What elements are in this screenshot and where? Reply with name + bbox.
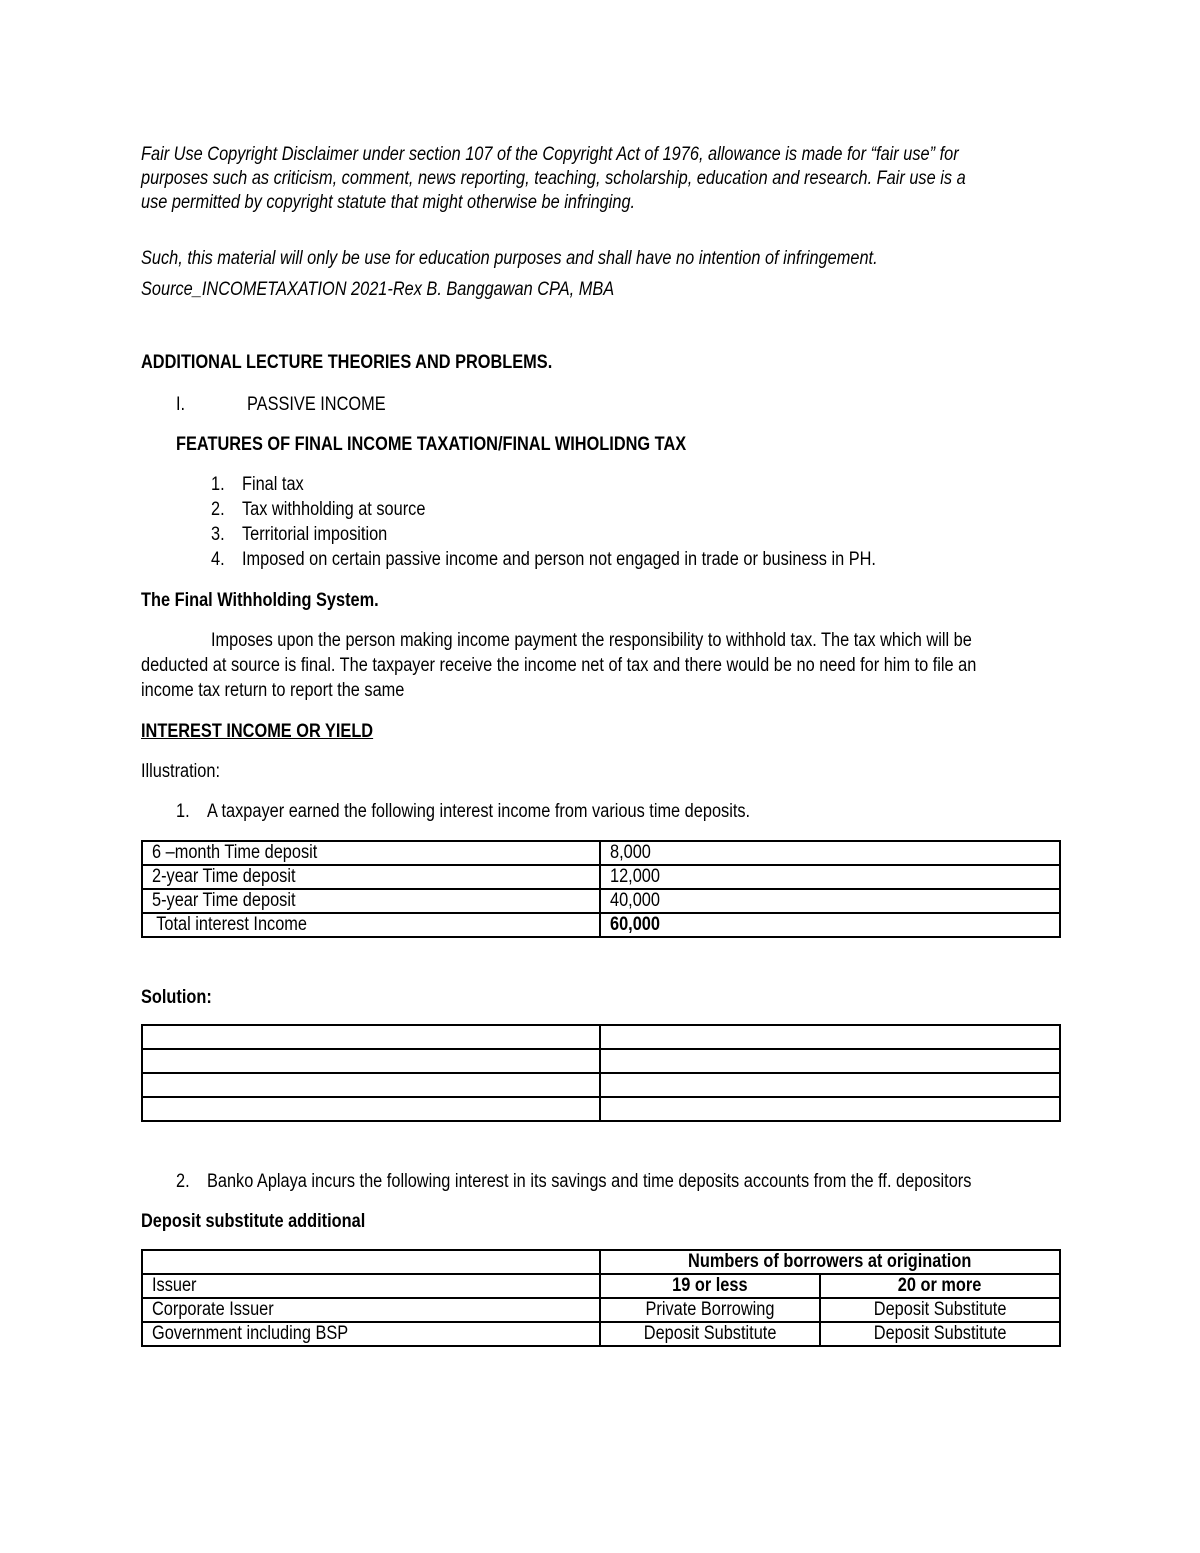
table-header-row — [142, 1250, 1060, 1274]
list-text: A taxpayer earned the following interest income from various time deposits. — [206, 801, 751, 822]
table-cell: 12,000 — [600, 865, 1060, 889]
list-text: Final tax — [241, 474, 304, 495]
table-header-row — [142, 1274, 1060, 1298]
paragraph-line: income tax return to report the same — [141, 680, 405, 701]
section-title: PASSIVE INCOME — [247, 394, 386, 415]
column-header: 20 or more — [820, 1274, 1060, 1298]
table-cell: Total interest Income — [142, 913, 600, 937]
table-cell: Deposit Substitute — [600, 1322, 820, 1346]
table-cell: Deposit Substitute — [820, 1322, 1060, 1346]
list-number: 4. — [211, 549, 225, 570]
table-cell: 6 –month Time deposit — [142, 841, 600, 865]
table-cell: 5-year Time deposit — [142, 889, 600, 913]
list-text: Banko Aplaya incurs the following interest in its savings and time deposits accounts from the ff. depositors — [206, 1171, 972, 1192]
table-cell: Private Borrowing — [600, 1298, 820, 1322]
disclaimer-line: Fair Use Copyright Disclaimer under section 107 of the Copyright Act of 1976, allowance is made for “fair use” for — [141, 144, 959, 165]
table-cell — [600, 1049, 1060, 1073]
table-cell — [600, 1073, 1060, 1097]
table-cell-total: 60,000 — [600, 913, 1060, 937]
list-number: 1. — [211, 474, 225, 495]
table-cell: 8,000 — [600, 841, 1060, 865]
table-cell — [600, 1025, 1060, 1049]
table-cell: 2-year Time deposit — [142, 865, 600, 889]
list-number: 1. — [176, 801, 190, 822]
deposit-heading: Deposit substitute additional — [141, 1211, 366, 1232]
list-item — [176, 801, 750, 823]
disclaimer-line: purposes such as criticism, comment, news reporting, teaching, scholarship, education and research. Fair use is a — [141, 168, 966, 189]
table-row — [142, 1025, 1060, 1049]
list-item — [211, 549, 876, 571]
table-cell — [142, 1097, 600, 1121]
table-cell: Corporate Issuer — [142, 1298, 600, 1322]
disclaimer-line: use permitted by copyright statute that might otherwise be infringing. — [141, 192, 636, 213]
column-header: 19 or less — [600, 1274, 820, 1298]
list-item — [211, 499, 425, 521]
table-cell — [142, 1049, 600, 1073]
table-row — [142, 1049, 1060, 1073]
main-heading: ADDITIONAL LECTURE THEORIES AND PROBLEMS. — [141, 352, 553, 373]
table-row-total — [142, 913, 1060, 937]
table-cell — [142, 1025, 600, 1049]
source-citation: Source_INCOMETAXATION 2021-Rex B. Banggawan CPA, MBA — [141, 279, 615, 300]
table-row — [142, 1298, 1060, 1322]
list-number: 3. — [211, 524, 225, 545]
table-cell: Government including BSP — [142, 1322, 600, 1346]
solution-label: Solution: — [141, 987, 212, 1008]
list-number: 2. — [211, 499, 225, 520]
table-cell — [600, 1097, 1060, 1121]
list-item — [176, 1171, 971, 1193]
column-header: Issuer — [142, 1274, 600, 1298]
table-cell — [142, 1250, 600, 1274]
list-text: Tax withholding at source — [241, 499, 426, 520]
table-row — [142, 865, 1060, 889]
paragraph-line: deducted at source is final. The taxpayer receive the income net of tax and there would be no need for him to file an — [141, 655, 977, 676]
list-text: Imposed on certain passive income and person not engaged in trade or business in PH. — [241, 549, 876, 570]
list-number: 2. — [176, 1171, 190, 1192]
disclaimer-statement: Such, this material will only be use for education purposes and shall have no intention of infringement. — [141, 248, 878, 269]
interest-table — [141, 840, 1061, 938]
features-heading: FEATURES OF FINAL INCOME TAXATION/FINAL WIHOLIDNG TAX — [176, 434, 687, 455]
solution-table — [141, 1024, 1061, 1122]
deposit-table — [141, 1249, 1061, 1347]
table-cell — [142, 1073, 600, 1097]
table-cell: Deposit Substitute — [820, 1298, 1060, 1322]
table-row — [142, 841, 1060, 865]
list-item — [211, 524, 387, 546]
table-row — [142, 1073, 1060, 1097]
section-number: I. — [176, 394, 186, 415]
interest-heading: INTEREST INCOME OR YIELD — [141, 721, 374, 742]
list-item — [211, 474, 304, 496]
paragraph-line: Imposes upon the person making income payment the responsibility to withhold tax. The tax which will be — [211, 630, 972, 651]
group-header: Numbers of borrowers at origination — [600, 1250, 1060, 1274]
table-row — [142, 1322, 1060, 1346]
table-row — [142, 889, 1060, 913]
list-text: Territorial imposition — [241, 524, 388, 545]
illustration-label: Illustration: — [141, 761, 221, 782]
table-row — [142, 1097, 1060, 1121]
table-cell: 40,000 — [600, 889, 1060, 913]
fws-heading: The Final Withholding System. — [141, 590, 379, 611]
